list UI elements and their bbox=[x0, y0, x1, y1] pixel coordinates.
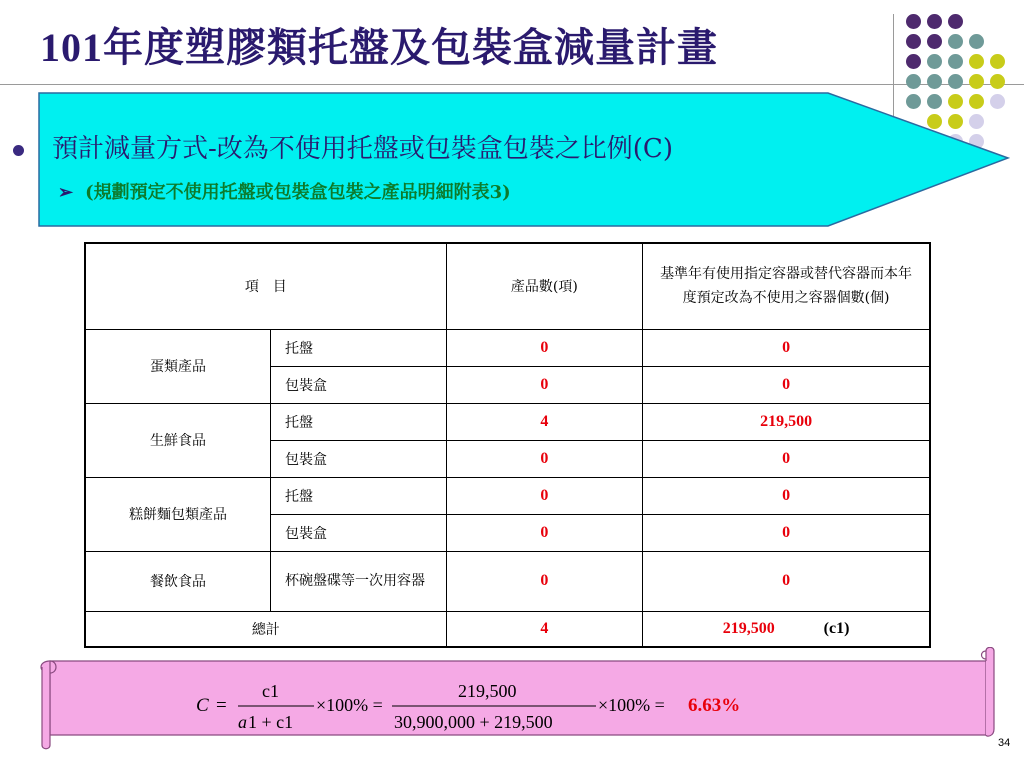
containers-cell: 0 bbox=[643, 440, 930, 477]
containers-cell: 0 bbox=[643, 329, 930, 366]
frac1-denominator-a: a bbox=[238, 712, 247, 732]
containers-cell: 0 bbox=[643, 514, 930, 551]
category-cell: 生鮮食品 bbox=[85, 403, 271, 477]
containers-cell: 0 bbox=[643, 366, 930, 403]
total-containers-value: 219,500 bbox=[722, 619, 775, 637]
frac2-numerator: 219,500 bbox=[458, 681, 517, 701]
total-note: (c1) bbox=[823, 619, 850, 637]
count-cell: 0 bbox=[446, 477, 643, 514]
type-cell: 托盤 bbox=[271, 403, 447, 440]
type-cell: 包裝盒 bbox=[271, 440, 447, 477]
type-cell: 托盤 bbox=[271, 477, 447, 514]
header-containers: 基準年有使用指定容器或替代容器而本年度預定改為不使用之容器個數(個) bbox=[643, 243, 930, 329]
formula-times-100-b: ×100% = bbox=[598, 695, 665, 715]
type-cell: 包裝盒 bbox=[271, 366, 447, 403]
table-row bbox=[85, 329, 930, 366]
formula-lhs: C bbox=[196, 695, 209, 716]
formula-result: 6.63% bbox=[688, 695, 741, 716]
bullet-main-text: 預計減量方式-改為不使用托盤或包裝盒包裝之比例(C) bbox=[52, 134, 673, 164]
formula-times-100: ×100% = bbox=[316, 695, 383, 715]
header-item: 項 目 bbox=[85, 243, 446, 329]
table-header-row bbox=[85, 243, 930, 329]
bullet-sub-label: (規劃預定不使用托盤或包裝盒包裝之產品明細附表3) bbox=[85, 182, 511, 203]
total-containers-cell bbox=[643, 611, 930, 647]
category-cell: 蛋類產品 bbox=[85, 329, 271, 403]
type-cell: 包裝盒 bbox=[271, 514, 447, 551]
table-row bbox=[85, 403, 930, 440]
frac1-denominator-rest: 1 + c1 bbox=[248, 712, 294, 732]
category-cell: 糕餅麵包類產品 bbox=[85, 477, 271, 551]
count-cell: 0 bbox=[446, 440, 643, 477]
containers-cell: 0 bbox=[643, 477, 930, 514]
type-cell: 托盤 bbox=[271, 329, 447, 366]
formula-eq: = bbox=[216, 695, 227, 716]
containers-cell: 0 bbox=[643, 551, 930, 611]
bullet-sub-text bbox=[58, 178, 511, 204]
arrow-bullet-icon: ➢ bbox=[58, 182, 74, 203]
count-cell: 0 bbox=[446, 366, 643, 403]
category-cell: 餐飲食品 bbox=[85, 551, 271, 611]
header-count: 產品數(項) bbox=[446, 243, 643, 329]
type-cell: 杯碗盤碟等一次用容器 bbox=[271, 551, 447, 611]
reduction-table bbox=[84, 242, 931, 648]
containers-cell: 219,500 bbox=[643, 403, 930, 440]
page-number: 34 bbox=[998, 737, 1011, 749]
count-cell: 0 bbox=[446, 514, 643, 551]
count-cell: 4 bbox=[446, 403, 643, 440]
total-label-cell: 總計 bbox=[85, 611, 446, 647]
bullet-dot bbox=[13, 145, 24, 156]
table-total-row bbox=[85, 611, 930, 647]
page-title: 101年度塑膠類托盤及包裝盒減量計畫 bbox=[40, 25, 718, 70]
ratio-formula bbox=[196, 677, 756, 742]
total-count-cell: 4 bbox=[446, 611, 643, 647]
title-divider-horizontal bbox=[0, 84, 1024, 85]
table-row bbox=[85, 477, 930, 514]
count-cell: 0 bbox=[446, 329, 643, 366]
frac1-numerator: c1 bbox=[262, 681, 279, 701]
table-row bbox=[85, 551, 930, 611]
frac2-denominator: 30,900,000 + 219,500 bbox=[394, 712, 553, 732]
count-cell: 0 bbox=[446, 551, 643, 611]
